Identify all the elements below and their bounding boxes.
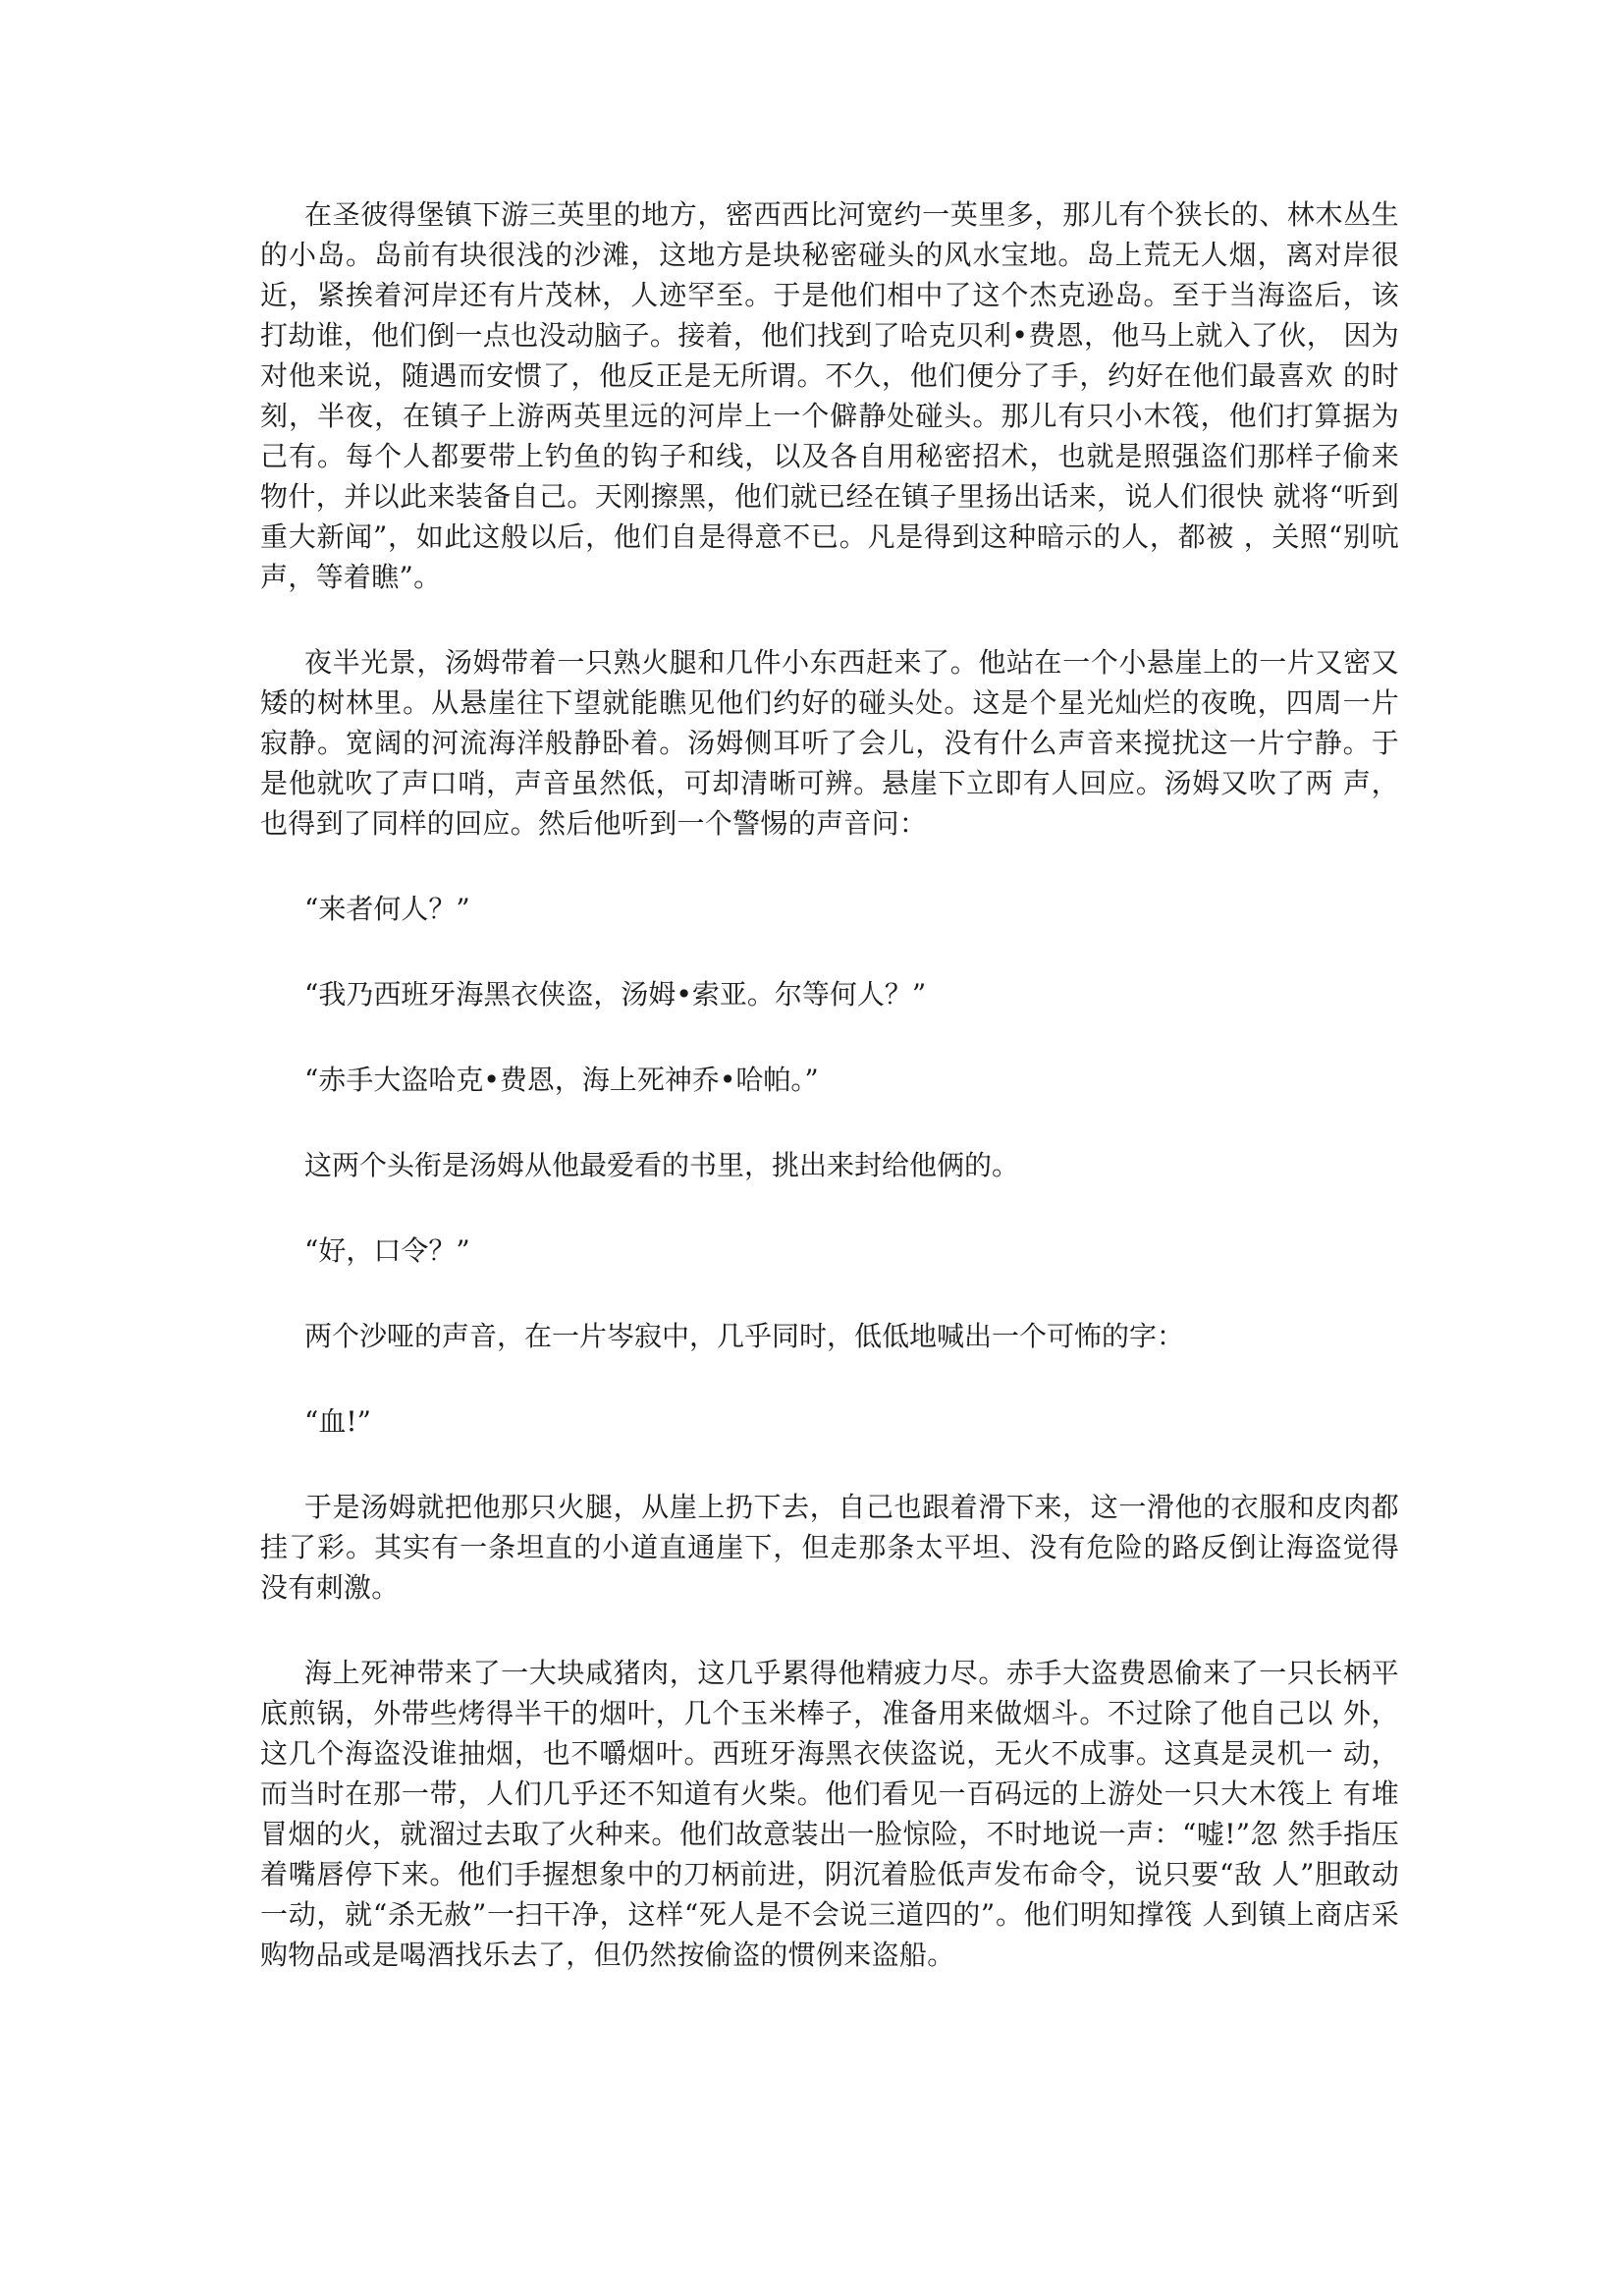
paragraph-gap (260, 1356, 1399, 1401)
paragraph-gap (260, 1271, 1399, 1316)
dialog-line-5: “好，口令？” (304, 1234, 470, 1267)
paragraph-1: 在圣彼得堡镇下游三英里的地方，密西西比河宽约一英里多，那儿有个狭长的、林木丛生的小岛。岛前有块很浅的沙滩，这地方是块秘密碰头的风水宝地。岛上荒无人烟，离对岸很近，紧挨着河岸还有片茂林，人迹罕至。于是他们相中了这个杰克逊岛。至于当海盗后，该打劫谁，他们倒一点也没动脑子。接着，他们找到了哈克贝利•费恩，他马上就入了伙， 因为对他来说，随遇而安惯了，他反正是无所谓。不久，他们便分了手，约好在他们最喜欢 的时刻，半夜，在镇子上游两英里远的河岸上一个僻静处碰头。那儿有只小木筏，他们打算据为己有。每个人都要带上钓鱼的钩子和线，以及各自用秘密招术，也就是照强盗们那样子偷来物什，并以此来装备自己。天刚擦黑，他们就已经在镇子里扬出话来，说人们很快 就将“听到重大新闻”，如此这般以后，他们自是得意不已。凡是得到这种暗示的人，都被 ，关照“别吭声，等着瞧”。 (260, 198, 1399, 593)
paragraph-gap (260, 844, 1399, 889)
document-body (260, 194, 1399, 1975)
dialog-line-7: “血!” (304, 1405, 371, 1438)
paragraph-gap (260, 597, 1399, 642)
paragraph-gap (260, 1100, 1399, 1145)
paragraph-gap (260, 1185, 1399, 1230)
dialog-line-1: “来者何人？” (304, 893, 470, 925)
dialog-line-3: “赤手大盗哈克•费恩，海上死神乔•哈帕。” (304, 1064, 819, 1096)
dialog-line-2: “我乃西班牙海黑衣侠盗，汤姆•索亚。尔等何人？” (304, 978, 927, 1011)
paragraph-3: 于是汤姆就把他那只火腿，从崖上扔下去，自己也跟着滑下来，这一滑他的衣服和皮肉都挂了彩。其实有一条坦直的小道直通崖下，但走那条太平坦、没有危险的路反倒让海盗觉得没有刺激。 (260, 1491, 1399, 1604)
paragraph-gap (260, 1014, 1399, 1060)
dialog-line-6: 两个沙哑的声音，在一片岑寂中，几乎同时，低低地喊出一个可怖的字： (304, 1320, 1185, 1352)
paragraph-4: 海上死神带来了一大块咸猪肉，这几乎累得他精疲力尽。赤手大盗费恩偷来了一只长柄平底煎锅，外带些烤得半干的烟叶，几个玉米棒子，准备用来做烟斗。不过除了他自己以 外，这几个海盗没谁抽烟，也不嚼烟叶。西班牙海黑衣侠盗说，无火不成事。这真是灵机一 动，而当时在那一带，人们几乎还不知道有火柴。他们看见一百码远的上游处一只大木筏上 有堆冒烟的火，就溜过去取了火种来。他们故意装出一脸惊险，不时地说一声：“嘘!”忽 然手指压着嘴唇停下来。他们手握想象中的刀柄前进，阴沉着脸低声发布命令，说只要“敌 人”胆敢动一动，就“杀无赦”一扫干净，这样“死人是不会说三道四的”。他们明知撑筏 人到镇上商店采购物品或是喝酒找乐去了，但仍然按偷盗的惯例来盗船。 (260, 1657, 1399, 1971)
paragraph-gap (260, 1608, 1399, 1653)
paragraph-gap (260, 929, 1399, 974)
paragraph-gap (260, 1442, 1399, 1487)
dialog-line-4: 这两个头衔是汤姆从他最爱看的书里，挑出来封给他俩的。 (304, 1149, 1020, 1181)
paragraph-2: 夜半光景，汤姆带着一只熟火腿和几件小东西赶来了。他站在一个小悬崖上的一片又密又矮的树林里。从悬崖往下望就能瞧见他们约好的碰头处。这是个星光灿烂的夜晚，四周一片寂静。宽阔的河流海洋般静卧着。汤姆侧耳听了会儿，没有什么声音来搅扰这一片宁静。于是他就吹了声口哨，声音虽然低，可却清晰可辨。悬崖下立即有人回应。汤姆又吹了两 声，也得到了同样的回应。然后他听到一个警惕的声音问： (260, 646, 1399, 840)
